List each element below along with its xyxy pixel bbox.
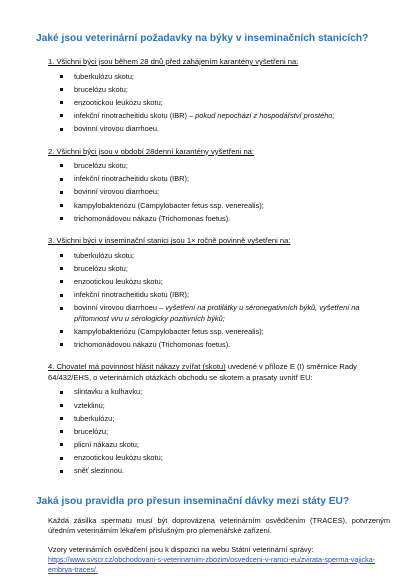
list-item: tuberkulózu; (66, 414, 390, 424)
paragraph-traces: Každá zásilka spermatu musí být doprovázena veterinárním osvědčením (TRACES), potvrzeným úředním veterinárním lékařem příslušným pro plemenářské zařízení. (48, 515, 390, 536)
list-item: kampylobakteriózu (Campylobacter fetus ssp. venerealis); (66, 201, 390, 211)
list-item: vzteklinu; (66, 401, 390, 411)
heading-bull-requirements: Jaké jsou veterinární požadavky na býky v inseminačních stanicích? (36, 33, 369, 44)
list-item: enzootickou leukózu skotu; (66, 277, 390, 287)
section-1-list (48, 72, 390, 135)
section-1-title: 1. Všichni býci jsou během 28 dnů před zahájením karantény vyšetřeni na: (48, 57, 299, 66)
list-item: plicní nákazu skotu; (66, 440, 390, 450)
section-2-list (48, 161, 390, 224)
list-item: bovinní virovou diarrhoeu. (66, 124, 390, 134)
paragraph-templates: Vzory veterinárních osvědčení jsou k dispozici na webu Státní veterinární správy: https://www.svscr.cz/obchodovani-s-veterinarnim-zbozim/osvedceni-v-ramci-eu/zvirata-sperma-vajicka-embrya-traces/. (48, 544, 376, 575)
list-item: brucelózu skotu; (66, 85, 390, 95)
list-item: enzootickou leukózu skotu; (66, 98, 390, 108)
list-item: brucelózu skotu; (66, 161, 390, 171)
section-4 (48, 362, 390, 476)
list-item: sněť slezinnou. (66, 466, 390, 476)
list-item: kampylobakteriózu (Campylobacter fetus ssp. venerealis); (66, 327, 390, 337)
heading-semen-transfer: Jaká jsou pravidla pro přesun inseminační dávky mezi státy EU? (36, 495, 350, 507)
section-3 (48, 236, 390, 350)
list-item: infekční rinotracheitidu skotu (IBR); (66, 290, 390, 300)
list-item: brucelózu; (66, 427, 390, 437)
section-2-title: 2. Všichni býci jsou v období 28denní karantény vyšetřeni na: (48, 146, 254, 156)
list-item: enzootickou leukózu skotu; (66, 453, 390, 463)
section-3-title: 3. Všichni býci v inseminační stanici jsou 1× ročně povinně vyšetřeni na: (48, 236, 291, 246)
list-item: trichomonádovou nákazu (Trichomonas foetus). (66, 340, 390, 350)
list-item: trichomonádovou nákazu (Trichomonas foetus). (66, 214, 390, 224)
section-3-list (48, 251, 390, 351)
list-item: slintavku a kulhavku; (66, 387, 390, 397)
section-4-title: 4. Chovatel má povinnost hlásit nákazy zvířat (skotu) uvedené v příloze E (I) směrnice Rady 64/432/EHS, o veterinárních otázkách obchodu se skotem a prasaty uvnitř EU: (48, 362, 357, 382)
list-item: bovinní virovou diarrhoeu; (66, 187, 390, 197)
section-4-list (48, 387, 390, 476)
svs-link[interactable]: https://www.svscr.cz/obchodovani-s-veterinarnim-zbozim/osvedceni-v-ramci-eu/zvirata-sperma-vajicka-embrya-traces/. (48, 554, 376, 575)
section-1 (48, 57, 390, 135)
list-item: infekční rinotracheitidu skotu (IBR); (66, 174, 390, 184)
list-item: tuberkulózu skotu; (66, 72, 390, 82)
section-2 (48, 147, 390, 225)
list-item: tuberkulózu skotu; (66, 251, 390, 261)
list-item: brucelózu skotu; (66, 264, 390, 274)
list-item: infekční rinotracheitidu skotu (IBR) – pokud nepochází z hospodářství prostého; (66, 111, 390, 121)
list-item: bovinní virovou diarrhoeu – vyšetření na protilátky u séronegativních býků, vyšetření na přítomnost viru u sérologicky pozitivních býků; (66, 303, 390, 324)
